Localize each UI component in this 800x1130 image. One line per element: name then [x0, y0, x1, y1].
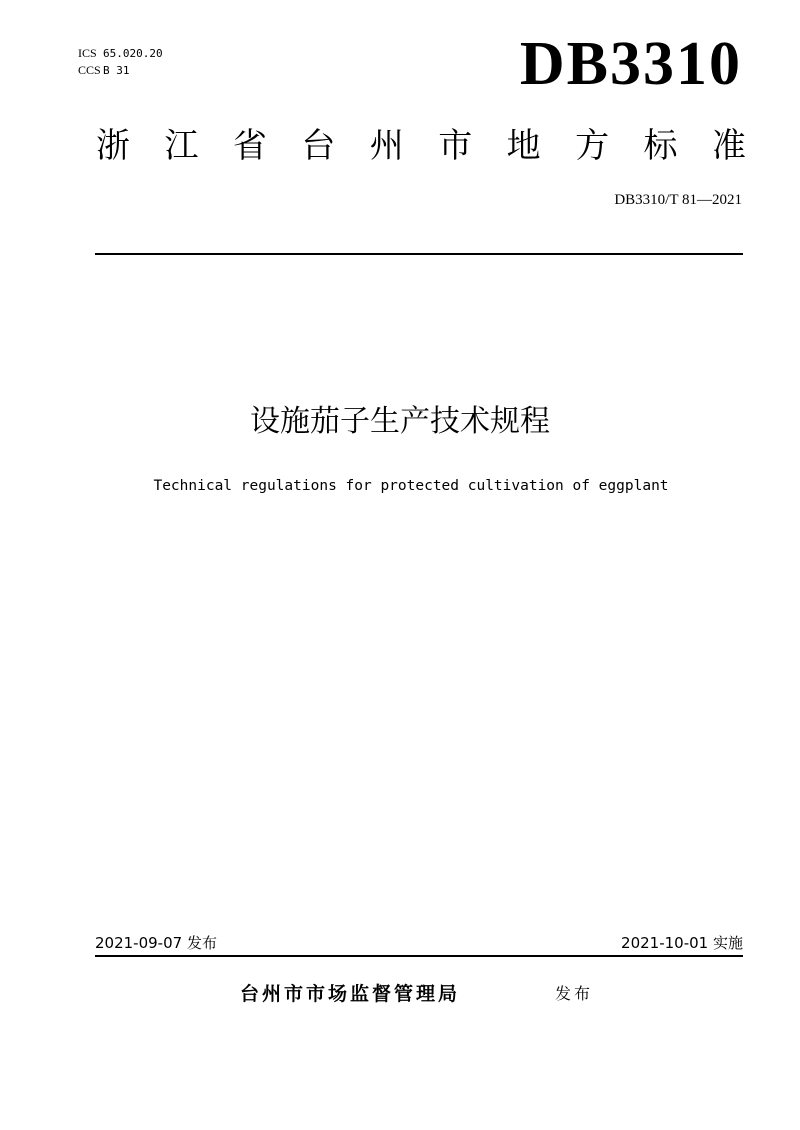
ccs-value: B 31	[103, 64, 130, 77]
title-char: 省	[232, 126, 267, 166]
title-char: 台	[301, 126, 336, 166]
ics-value: 65.020.20	[103, 47, 163, 60]
standard-number: DB3310/T 81—2021	[614, 192, 742, 208]
classification-block	[78, 45, 163, 79]
title-char: 方	[575, 126, 610, 166]
ccs-row	[78, 62, 163, 79]
document-title-chinese: 设施茄子生产技术规程	[250, 404, 550, 439]
ics-row	[78, 45, 163, 62]
title-char: 地	[506, 126, 541, 166]
title-char: 江	[164, 126, 199, 166]
implementation-date: 2021-10-01 实施	[621, 934, 743, 952]
standard-category-title	[96, 122, 746, 170]
issuing-authority: 台州市市场监督管理局	[240, 983, 461, 1005]
bottom-divider	[95, 955, 743, 957]
issue-action: 发布	[555, 984, 594, 1003]
top-divider	[95, 253, 743, 255]
ics-label: ICS	[78, 46, 97, 60]
title-char: 标	[643, 126, 678, 166]
title-char: 市	[438, 126, 473, 166]
title-char: 州	[369, 126, 404, 166]
standard-code: DB3310	[519, 30, 742, 98]
title-char: 准	[711, 126, 746, 166]
document-title-english: Technical regulations for protected cultivation of eggplant	[153, 478, 669, 494]
issue-date: 2021-09-07 发布	[95, 934, 217, 952]
ccs-label: CCS	[78, 63, 101, 77]
title-char: 浙	[96, 126, 130, 166]
